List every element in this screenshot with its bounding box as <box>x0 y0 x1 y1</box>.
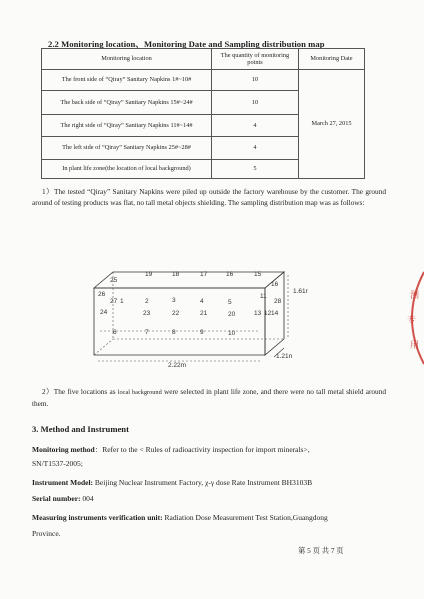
sampling-point-label: 3 <box>172 297 176 304</box>
table-row <box>42 70 365 91</box>
svg-text:测: 测 <box>410 291 420 301</box>
model-label: Instrument Model: <box>32 478 94 487</box>
sampling-point-label: 14 <box>271 310 279 317</box>
monitoring-table <box>41 48 365 179</box>
sampling-point-label: 6 <box>113 329 117 336</box>
sampling-point-label: 18 <box>172 271 180 278</box>
method-line <box>32 444 310 455</box>
table-header-row <box>42 49 365 70</box>
serial-label: Serial number: <box>32 494 81 503</box>
sampling-point-label: 1 <box>120 298 124 305</box>
instrument-model-line <box>32 478 312 487</box>
table-cell-location: The right side of “Qiray” Sanitary Napkins 11#~14# <box>42 115 212 137</box>
sampling-point-label: 12 <box>264 310 272 317</box>
table-cell-count: 4 <box>212 115 299 137</box>
dim-depth-label: 1.21n <box>276 353 293 360</box>
sampling-point-label: 5 <box>228 299 232 306</box>
section-heading-3: 3. Method and Instrument <box>32 424 129 434</box>
table-header: The quantity of monitoring points <box>212 49 299 70</box>
table-cell-count: 10 <box>212 91 299 115</box>
table-cell-location: In plant life zone(the location of local background) <box>42 160 212 179</box>
sampling-point-label: 4 <box>200 298 204 305</box>
sampling-point-label: 25 <box>110 277 118 284</box>
sampling-point-label: 20 <box>228 311 236 318</box>
para2-small: local background <box>117 389 162 396</box>
method-label: Monitoring method <box>32 445 95 454</box>
dim-width-label: 2.22m <box>168 362 187 369</box>
sampling-point-label: 11 <box>260 293 267 300</box>
table-cell-count: 5 <box>212 160 299 179</box>
model-text: Beijing Nuclear Instrument Factory, χ-γ dose Rate Instrument BH3103B <box>94 478 313 487</box>
sampling-point-label: 16 <box>226 271 234 278</box>
sampling-point-label: 21 <box>200 310 208 317</box>
sampling-point-label: 26 <box>98 291 106 298</box>
section-heading: 2.2 Monitoring location、Monitoring Date and Sampling distribution map <box>48 39 325 49</box>
sampling-point-label: 19 <box>145 271 153 278</box>
svg-text:用: 用 <box>410 341 420 351</box>
para2-pre: 2）The five locations as <box>42 387 116 396</box>
table-header: Monitoring location <box>42 49 212 70</box>
sampling-distribution-diagram <box>88 255 308 370</box>
table-cell-count: 4 <box>212 137 299 160</box>
svg-text:专: 专 <box>407 316 417 326</box>
table-cell-date: March 27, 2015 <box>299 70 365 179</box>
table-cell-count: 10 <box>212 70 299 91</box>
serial-number-line <box>32 494 94 503</box>
verification-line-2: Province. <box>32 529 61 538</box>
sampling-point-label: 28 <box>274 298 282 305</box>
sampling-point-label: 7 <box>145 329 149 336</box>
serial-text: 004 <box>82 494 94 503</box>
paragraph-1: 1）The tested “Qiray” Sanitary Napkins were piled up outside the factory warehouse by the customer. The ground around of testing products was flat, no tall metal objects shielding. The sampling distribution map was as follows: <box>32 187 386 208</box>
sampling-point-label: 17 <box>200 271 208 278</box>
sampling-point-label: 24 <box>100 309 108 316</box>
sampling-point-label: 22 <box>172 310 180 317</box>
method-line-2: SN/T1537-2005; <box>32 459 83 468</box>
page-number: 第 5 页 共 7 页 <box>298 546 344 555</box>
table-header: Monitoring Date <box>299 49 365 70</box>
para2-post: were selected in plant life zone, and there were no tall metal shield around them. <box>32 387 387 408</box>
sampling-point-label: 23 <box>143 310 151 317</box>
sampling-point-label: 2 <box>145 298 149 305</box>
verify-label: Measuring instruments verification unit: <box>32 513 163 522</box>
official-seal-stamp <box>394 268 424 368</box>
sampling-point-label: 13 <box>254 310 262 317</box>
sampling-point-label: 27 <box>110 298 118 305</box>
sampling-point-label: 16 <box>271 281 279 288</box>
table-cell-location: The left side of “Qiray” Sanitary Napkins 25#~28# <box>42 137 212 160</box>
sampling-point-label: 10 <box>228 330 236 337</box>
method-text: ：Refer to the < Rules of radioactivity inspection for import minerals>, <box>94 445 310 454</box>
sampling-point-label: 8 <box>172 329 176 336</box>
table-cell-location: The back side of “Qiray” Sanitary Napkins 15#~24# <box>42 91 212 115</box>
sampling-point-label: 9 <box>200 329 204 336</box>
verification-line <box>32 513 328 522</box>
paragraph-2 <box>32 386 386 409</box>
dim-height-label: 1.61r <box>293 288 308 295</box>
table-cell-location: The front side of “Qiray” Sanitary Napkins 1#~10# <box>42 70 212 91</box>
verify-text: Radiation Dose Measurement Test Station,Guangdong <box>164 513 328 522</box>
sampling-point-label: 15 <box>254 271 262 278</box>
